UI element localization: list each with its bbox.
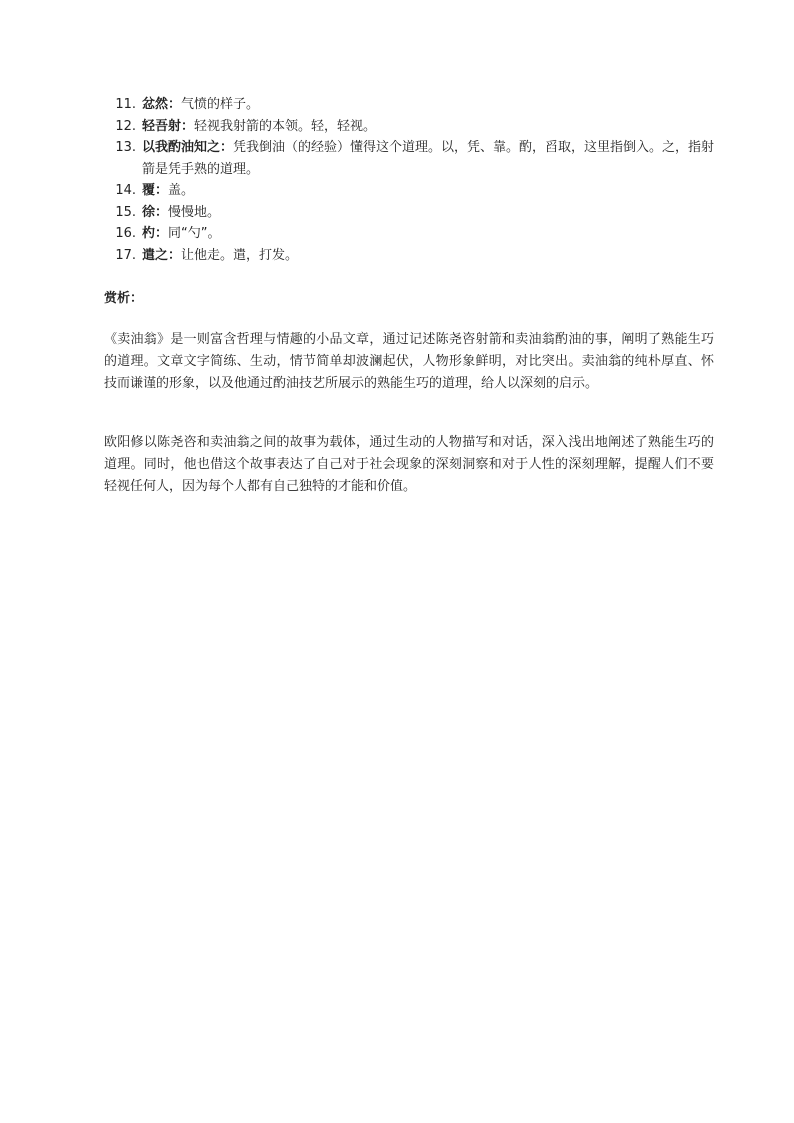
annotation-item: [104, 137, 724, 180]
annotation-term: 以我酌油知之: [142, 140, 221, 155]
annotation-text: 盖。: [168, 183, 195, 198]
annotation-text: 凭我倒油（的经验）懂得这个道理。以，凭、靠。酌，舀取，这里指倒入。之，指射箭是凭手熟的道理。: [142, 140, 715, 177]
annotation-body: [142, 137, 724, 180]
annotation-body: [142, 94, 724, 116]
annotation-separator: ：: [155, 226, 169, 241]
annotation-term: 覆: [142, 183, 156, 198]
annotation-item: [104, 116, 724, 138]
annotation-separator: ：: [168, 247, 182, 263]
annotation-term: 杓: [142, 226, 156, 241]
annotation-text: 气愤的样子。: [181, 97, 260, 112]
annotation-number: 16.: [115, 226, 136, 241]
annotation-item: [104, 223, 724, 245]
annotation-item: [104, 94, 724, 116]
annotation-term: 遣之: [142, 247, 169, 263]
annotation-text: 同“勺”。: [168, 226, 221, 241]
annotation-list: [104, 94, 724, 266]
annotation-separator: ：: [181, 118, 195, 134]
annotation-number: 11.: [115, 97, 136, 112]
annotation-term: 徐: [142, 204, 156, 220]
annotation-body: [142, 223, 724, 245]
annotation-item: [104, 180, 724, 202]
annotation-number: 15.: [115, 204, 136, 220]
annotation-body: [142, 202, 724, 224]
annotation-separator: ：: [168, 97, 182, 112]
annotation-separator: ：: [155, 183, 169, 198]
annotation-body: [142, 245, 724, 267]
annotation-number: 12.: [115, 118, 136, 134]
annotation-number: 14.: [115, 183, 136, 198]
appreciation-heading: 赏析：: [104, 291, 144, 306]
annotation-text: 轻视我射箭的本领。轻，轻视。: [194, 118, 377, 134]
annotation-separator: ：: [220, 140, 234, 155]
appreciation-paragraph: 《卖油翁》是一则富含哲理与情趣的小品文章，通过记述陈尧咨射箭和卖油翁酌油的事，阐明了熟能生巧的道理。文章文字简练、生动，情节简单却波澜起伏，人物形象鲜明，对比突出。卖油翁的纯朴厚直、怀技而谦谨的形象，以及他通过酌油技艺所展示的熟能生巧的道理，给人以深刻的启示。: [104, 332, 714, 391]
annotation-body: [142, 180, 724, 202]
annotation-term: 轻吾射: [142, 118, 182, 134]
appreciation-paragraph: 欧阳修以陈尧咨和卖油翁之间的故事为载体，通过生动的人物描写和对话，深入浅出地阐述了熟能生巧的道理。同时，他也借这个故事表达了自己对于社会现象的深刻洞察和对于人性的深刻理解，提醒人们不要轻视任何人，因为每个人都有自己独特的才能和价值。: [104, 435, 714, 494]
annotation-term: 忿然: [142, 97, 169, 112]
annotation-body: [142, 116, 724, 138]
annotation-item: [104, 245, 724, 267]
annotation-item: [104, 202, 724, 224]
annotation-separator: ：: [155, 204, 169, 220]
annotation-number: 13.: [115, 140, 136, 155]
annotation-text: 慢慢地。: [168, 204, 221, 220]
annotation-text: 让他走。遣，打发。: [181, 247, 299, 263]
annotation-number: 17.: [115, 247, 136, 263]
